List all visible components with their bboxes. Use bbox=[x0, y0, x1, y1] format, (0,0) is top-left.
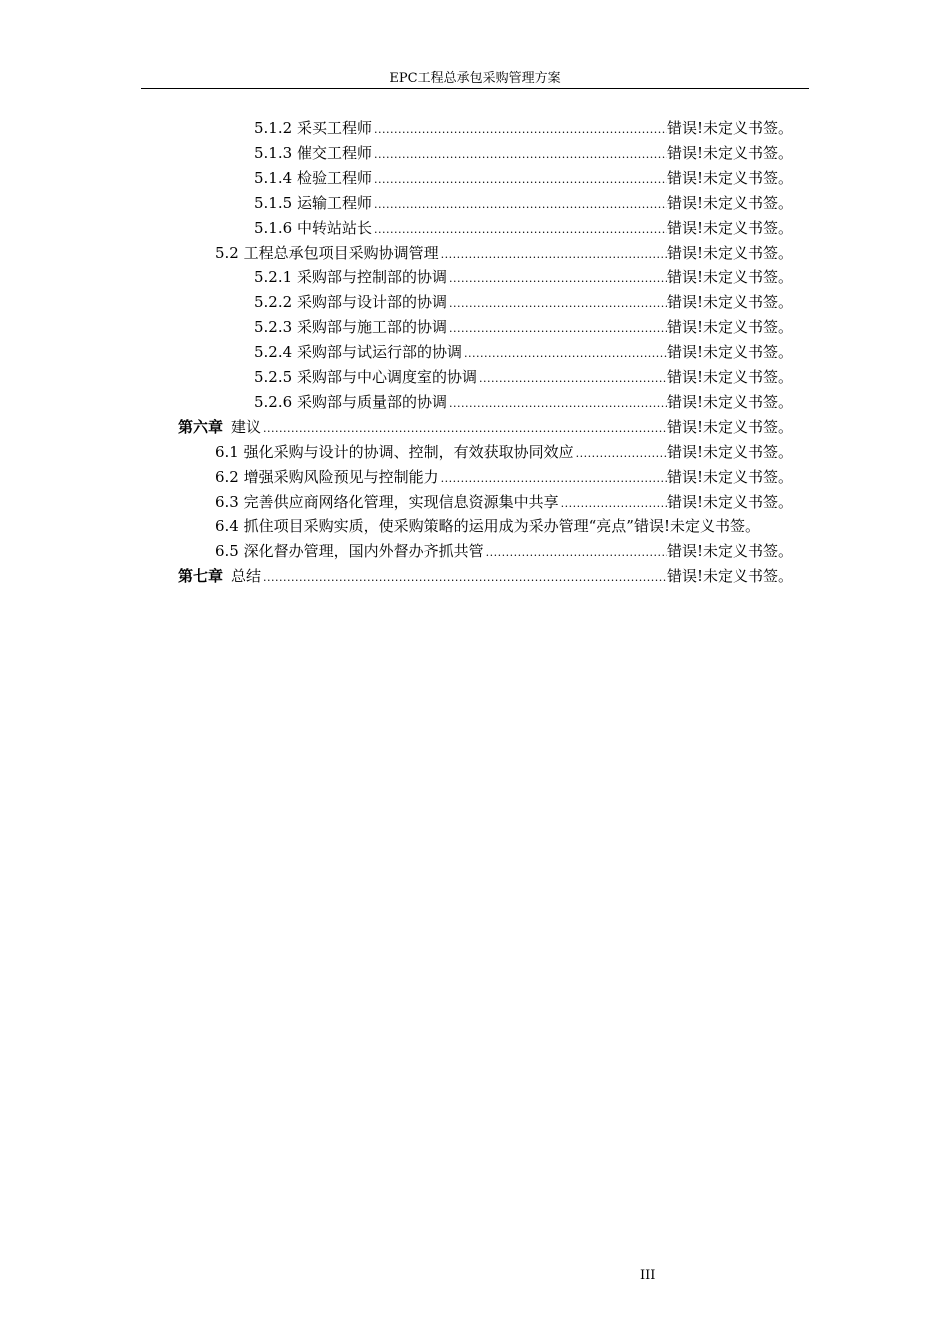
toc-leader-dots bbox=[464, 343, 667, 365]
toc-entry-page: 错误!未定义书签。 bbox=[633, 517, 761, 536]
toc-entry-page: 错误!未定义书签。 bbox=[667, 392, 794, 411]
toc-entry-title: 中转站站长 bbox=[296, 218, 372, 237]
toc-entry-page: 错误!未定义书签。 bbox=[667, 343, 794, 362]
toc-leader-dots bbox=[374, 119, 667, 141]
toc-entry-page: 错误!未定义书签。 bbox=[667, 318, 794, 337]
toc-entry[interactable] bbox=[254, 391, 807, 413]
toc-entry-number: 6.2 bbox=[215, 467, 239, 486]
toc-entry-page: 错误!未定义书签。 bbox=[667, 168, 794, 187]
toc-leader-dots bbox=[486, 542, 667, 564]
toc-entry-number: 第七章 bbox=[178, 567, 224, 586]
toc-entry[interactable] bbox=[215, 441, 807, 463]
toc-entry[interactable] bbox=[254, 341, 807, 363]
toc-entry-number: 第六章 bbox=[178, 417, 224, 436]
toc-entry-number: 6.4 bbox=[215, 517, 239, 536]
toc-entry-title: 运输工程师 bbox=[296, 193, 372, 212]
toc-leader-dots bbox=[576, 443, 667, 465]
toc-entry-title: 深化督办管理，国内外督办齐抓共管 bbox=[243, 542, 484, 561]
toc-entry[interactable] bbox=[254, 217, 807, 239]
toc-leader-dots bbox=[449, 318, 667, 340]
toc-entry-page: 错误!未定义书签。 bbox=[667, 567, 794, 586]
toc-entry[interactable] bbox=[254, 316, 807, 338]
toc-entry-page: 错误!未定义书签。 bbox=[667, 119, 794, 137]
toc-entry-title: 强化采购与设计的协调、控制，有效获取协同效应 bbox=[243, 442, 574, 461]
toc-entry-number: 5.2.1 bbox=[254, 268, 293, 287]
toc-entry-title: 抓住项目采购实质，使采购策略的运用成为采办管理“亮点” bbox=[243, 517, 634, 536]
toc-leader-dots bbox=[374, 194, 667, 216]
toc-leader-dots bbox=[374, 144, 667, 166]
toc-entry-number: 6.1 bbox=[215, 442, 239, 461]
toc-entry-title: 建议 bbox=[231, 417, 262, 436]
toc-leader-dots bbox=[441, 468, 667, 490]
toc-entry-title: 采买工程师 bbox=[296, 119, 372, 137]
toc-entry-page: 错误!未定义书签。 bbox=[667, 143, 794, 162]
toc-entry-number: 5.1.2 bbox=[254, 119, 293, 137]
toc-entry-title: 增强采购风险预见与控制能力 bbox=[243, 467, 439, 486]
toc-entry-title: 工程总承包项目采购协调管理 bbox=[243, 243, 439, 262]
toc-entry-page: 错误!未定义书签。 bbox=[667, 218, 794, 237]
toc-entry-page: 错误!未定义书签。 bbox=[667, 467, 794, 486]
toc-entry-page: 错误!未定义书签。 bbox=[667, 243, 794, 262]
toc-leader-dots bbox=[449, 293, 667, 315]
toc-leader-dots bbox=[441, 244, 667, 266]
toc-entry-title: 检验工程师 bbox=[296, 168, 372, 187]
toc-entry-number: 5.1.6 bbox=[254, 218, 293, 237]
toc-leader-dots bbox=[263, 567, 667, 589]
toc-entry[interactable] bbox=[178, 565, 807, 587]
toc-entry-title: 采购部与控制部的协调 bbox=[296, 268, 447, 287]
toc-entry[interactable] bbox=[215, 540, 807, 562]
toc-entry[interactable] bbox=[254, 192, 807, 214]
toc-entry-title: 采购部与中心调度室的协调 bbox=[296, 368, 477, 386]
toc-entry[interactable] bbox=[254, 142, 807, 164]
toc-entry-number: 5.2.3 bbox=[254, 318, 293, 337]
toc-entry-page: 错误!未定义书签。 bbox=[667, 368, 794, 386]
toc-entry-page: 错误!未定义书签。 bbox=[667, 417, 794, 436]
toc-leader-dots bbox=[561, 493, 667, 515]
toc-entry[interactable] bbox=[254, 117, 807, 139]
toc-entry[interactable] bbox=[215, 491, 807, 513]
document-title: EPC工程总承包采购管理方案 bbox=[389, 71, 561, 86]
toc-entry-page: 错误!未定义书签。 bbox=[667, 193, 794, 212]
toc-entry-page: 错误!未定义书签。 bbox=[667, 492, 794, 511]
toc-entry-number: 5.2 bbox=[215, 243, 239, 262]
toc-leader-dots bbox=[449, 268, 667, 290]
toc-entry-number: 5.2.4 bbox=[254, 343, 293, 362]
toc-entry-title: 催交工程师 bbox=[296, 143, 372, 162]
toc-entry[interactable] bbox=[215, 242, 807, 264]
toc-entry[interactable] bbox=[254, 167, 807, 189]
page-header bbox=[141, 70, 809, 89]
toc-entry-number: 6.3 bbox=[215, 492, 239, 511]
toc-entry[interactable] bbox=[215, 466, 807, 488]
toc-entry-number: 5.1.4 bbox=[254, 168, 293, 187]
toc-entry[interactable] bbox=[254, 291, 807, 313]
toc-entry-number: 5.2.5 bbox=[254, 368, 293, 386]
toc-entry-number: 5.2.2 bbox=[254, 293, 293, 312]
toc-entry-number: 6.5 bbox=[215, 542, 239, 561]
toc-entry-page: 错误!未定义书签。 bbox=[667, 442, 794, 461]
toc-entry[interactable] bbox=[178, 416, 807, 438]
toc-entry-number: 5.1.5 bbox=[254, 193, 293, 212]
toc-entry-title: 总结 bbox=[231, 567, 262, 586]
toc-entry-title: 采购部与施工部的协调 bbox=[296, 318, 447, 337]
toc-entry-number: 5.2.6 bbox=[254, 392, 293, 411]
toc-leader-dots bbox=[479, 368, 667, 390]
toc-leader-dots bbox=[263, 418, 667, 440]
toc-entry-page: 错误!未定义书签。 bbox=[667, 542, 794, 561]
toc-entry-title: 采购部与试运行部的协调 bbox=[296, 343, 462, 362]
toc-entry-title: 采购部与质量部的协调 bbox=[296, 392, 447, 411]
page-number: III bbox=[640, 1268, 656, 1283]
toc-entry[interactable] bbox=[215, 515, 840, 537]
toc-entry-number: 5.1.3 bbox=[254, 143, 293, 162]
toc-leader-dots bbox=[374, 169, 667, 191]
toc-leader-dots bbox=[374, 219, 667, 241]
toc-entry-page: 错误!未定义书签。 bbox=[667, 293, 794, 312]
toc-entry-title: 采购部与设计部的协调 bbox=[296, 293, 447, 312]
toc-entry[interactable] bbox=[254, 266, 807, 288]
toc-entry[interactable] bbox=[254, 366, 807, 388]
toc-entry-title: 完善供应商网络化管理，实现信息资源集中共享 bbox=[243, 492, 559, 511]
toc-leader-dots bbox=[449, 393, 667, 415]
toc-entry-page: 错误!未定义书签。 bbox=[667, 268, 794, 287]
